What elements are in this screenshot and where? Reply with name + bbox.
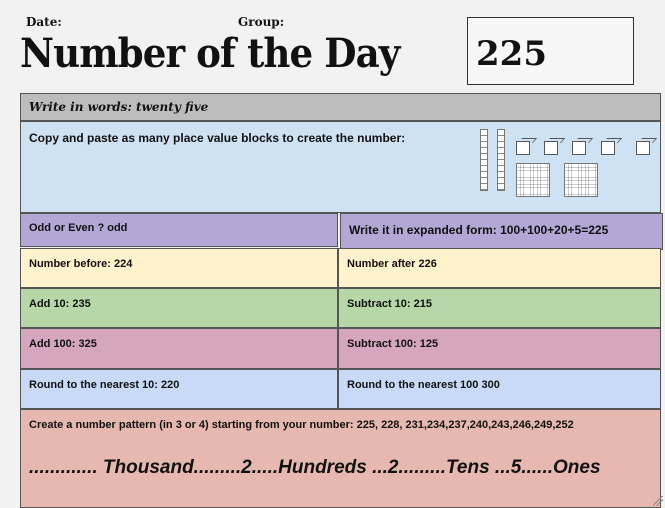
- number-pattern-cell[interactable]: [20, 409, 661, 508]
- group-label: Group:: [238, 15, 285, 29]
- hundreds-flat-icon[interactable]: [516, 163, 550, 197]
- unit-cube-icon[interactable]: [636, 141, 650, 155]
- unit-cube-icon[interactable]: [572, 141, 586, 155]
- expanded-form-cell[interactable]: [340, 213, 663, 250]
- tens-rod-icon[interactable]: [497, 129, 505, 191]
- subtract-100-text: Subtract 100: 125: [347, 338, 439, 350]
- unit-cube-icon[interactable]: [601, 141, 615, 155]
- round-10-text: Round to the nearest 10: 220: [29, 379, 180, 391]
- round-100-cell[interactable]: [338, 369, 661, 409]
- resize-handle-icon[interactable]: [653, 496, 663, 506]
- unit-cube-icon[interactable]: [516, 141, 530, 155]
- number-pattern-text: Create a number pattern (in 3 or 4) starting from your number: 225, 228, 231,234,237,240,243,246,249,252: [29, 419, 574, 431]
- write-in-words-text: Write in words: twenty five: [29, 100, 209, 114]
- tens-rod-icon[interactable]: [480, 129, 488, 191]
- round-100-text: Round to the nearest 100 300: [347, 379, 500, 391]
- hundreds-flat-icon[interactable]: [564, 163, 598, 197]
- number-before-cell[interactable]: [20, 248, 338, 288]
- copy-paste-text: Copy and paste as many place value blocks to create the number:: [29, 131, 406, 145]
- add-100-cell[interactable]: [20, 328, 338, 369]
- add-100-text: Add 100: 325: [29, 338, 97, 350]
- number-box[interactable]: [467, 17, 634, 85]
- number-after-cell[interactable]: [338, 248, 661, 288]
- unit-cube-icon[interactable]: [544, 141, 558, 155]
- round-10-cell[interactable]: [20, 369, 338, 409]
- date-label: Date:: [26, 15, 62, 29]
- number-value: 225: [476, 34, 547, 74]
- add-10-text: Add 10: 235: [29, 298, 91, 310]
- page-title: Number of the Day: [20, 30, 400, 77]
- number-before-text: Number before: 224: [29, 258, 133, 270]
- number-after-text: Number after 226: [347, 258, 437, 270]
- odd-even-text: Odd or Even ? odd: [29, 222, 128, 234]
- add-10-cell[interactable]: [20, 288, 338, 328]
- place-value-line: ............. Thousand.........2.....Hundreds ...2.........Tens ...5......Ones: [29, 457, 601, 478]
- odd-even-cell[interactable]: [20, 213, 338, 247]
- expanded-form-text: Write it in expanded form: 100+100+20+5=225: [349, 223, 609, 237]
- subtract-10-cell[interactable]: [338, 288, 661, 328]
- write-in-words-cell[interactable]: [20, 93, 661, 121]
- subtract-100-cell[interactable]: [338, 328, 661, 369]
- subtract-10-text: Subtract 10: 215: [347, 298, 432, 310]
